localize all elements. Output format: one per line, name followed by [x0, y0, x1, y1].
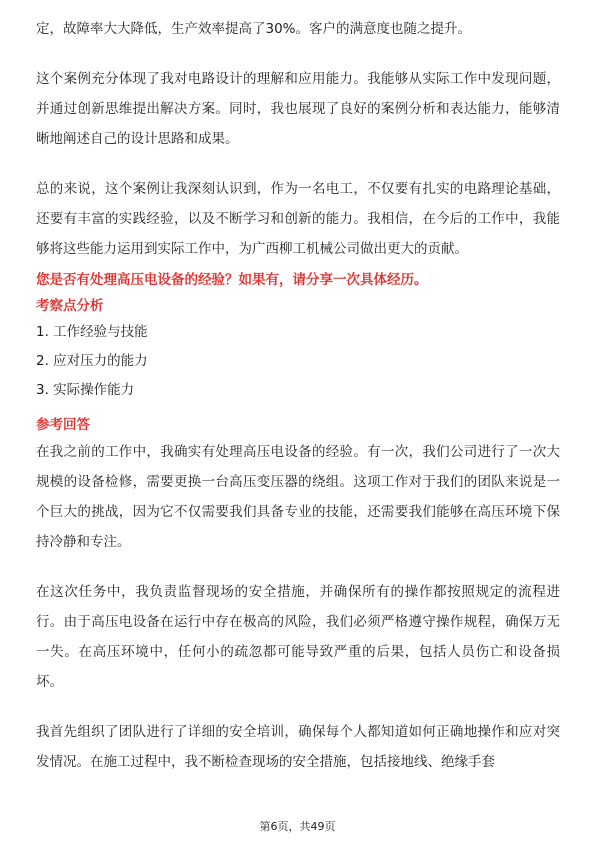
paragraph-intro-end: 定，故障率大大降低，生产效率提高了30%。客户的满意度也随之提升。	[36, 21, 472, 37]
answer-paragraph: 在这次任务中，我负责监督现场的安全措施，并确保所有的操作都按照规定的流程进行。由于高压电设备在运行中存在极高的风险，我们必须严格遵守操作规程，确保万无一失。在高压环境中，任何小的疏忽都可能导致严重的后果，包括人员伤亡和设备损坏。	[36, 584, 560, 690]
paragraph-case-reflection: 这个案例充分体现了我对电路设计的理解和应用能力。我能够从实际工作中发现问题，并通过创新思维提出解决方案。同时，我也展现了良好的案例分析和表达能力，能够清晰地阐述自己的设计思路和成果。	[36, 71, 560, 147]
analysis-item: 3. 实际操作能力	[36, 382, 135, 398]
answer-paragraph: 在我之前的工作中，我确实有处理高压电设备的经验。有一次，我们公司进行了一次大规模的设备检修，需要更换一台高压变压器的绕组。这项工作对于我们的团队来说是一个巨大的挑战，因为它不仅需要我们具备专业的技能，还需要我们能够在高压环境下保持冷静和专注。	[36, 444, 560, 550]
answer-paragraph: 我首先组织了团队进行了详细的安全培训，确保每个人都知道如何正确地操作和应对突发情况。在施工过程中，我不断检查现场的安全措施，包括接地线、绝缘手套	[36, 724, 560, 770]
answer-heading: 参考回答	[36, 417, 90, 433]
analysis-item: 1. 工作经验与技能	[36, 324, 148, 340]
analysis-heading: 考察点分析	[36, 298, 104, 314]
analysis-item: 2. 应对压力的能力	[36, 353, 148, 369]
interview-question: 您是否有处理高压电设备的经验？如果有，请分享一次具体经历。	[36, 272, 428, 288]
paragraph-summary: 总的来说，这个案例让我深刻认识到，作为一名电工，不仅要有扎实的电路理论基础，还要有丰富的实践经验，以及不断学习和创新的能力。我相信，在今后的工作中，我能够将这些能力运用到实际工作中，为广西柳工机械公司做出更大的贡献。	[36, 181, 560, 257]
page-content	[36, 14, 560, 777]
page-number-footer: 第6页，共49页	[259, 820, 336, 833]
